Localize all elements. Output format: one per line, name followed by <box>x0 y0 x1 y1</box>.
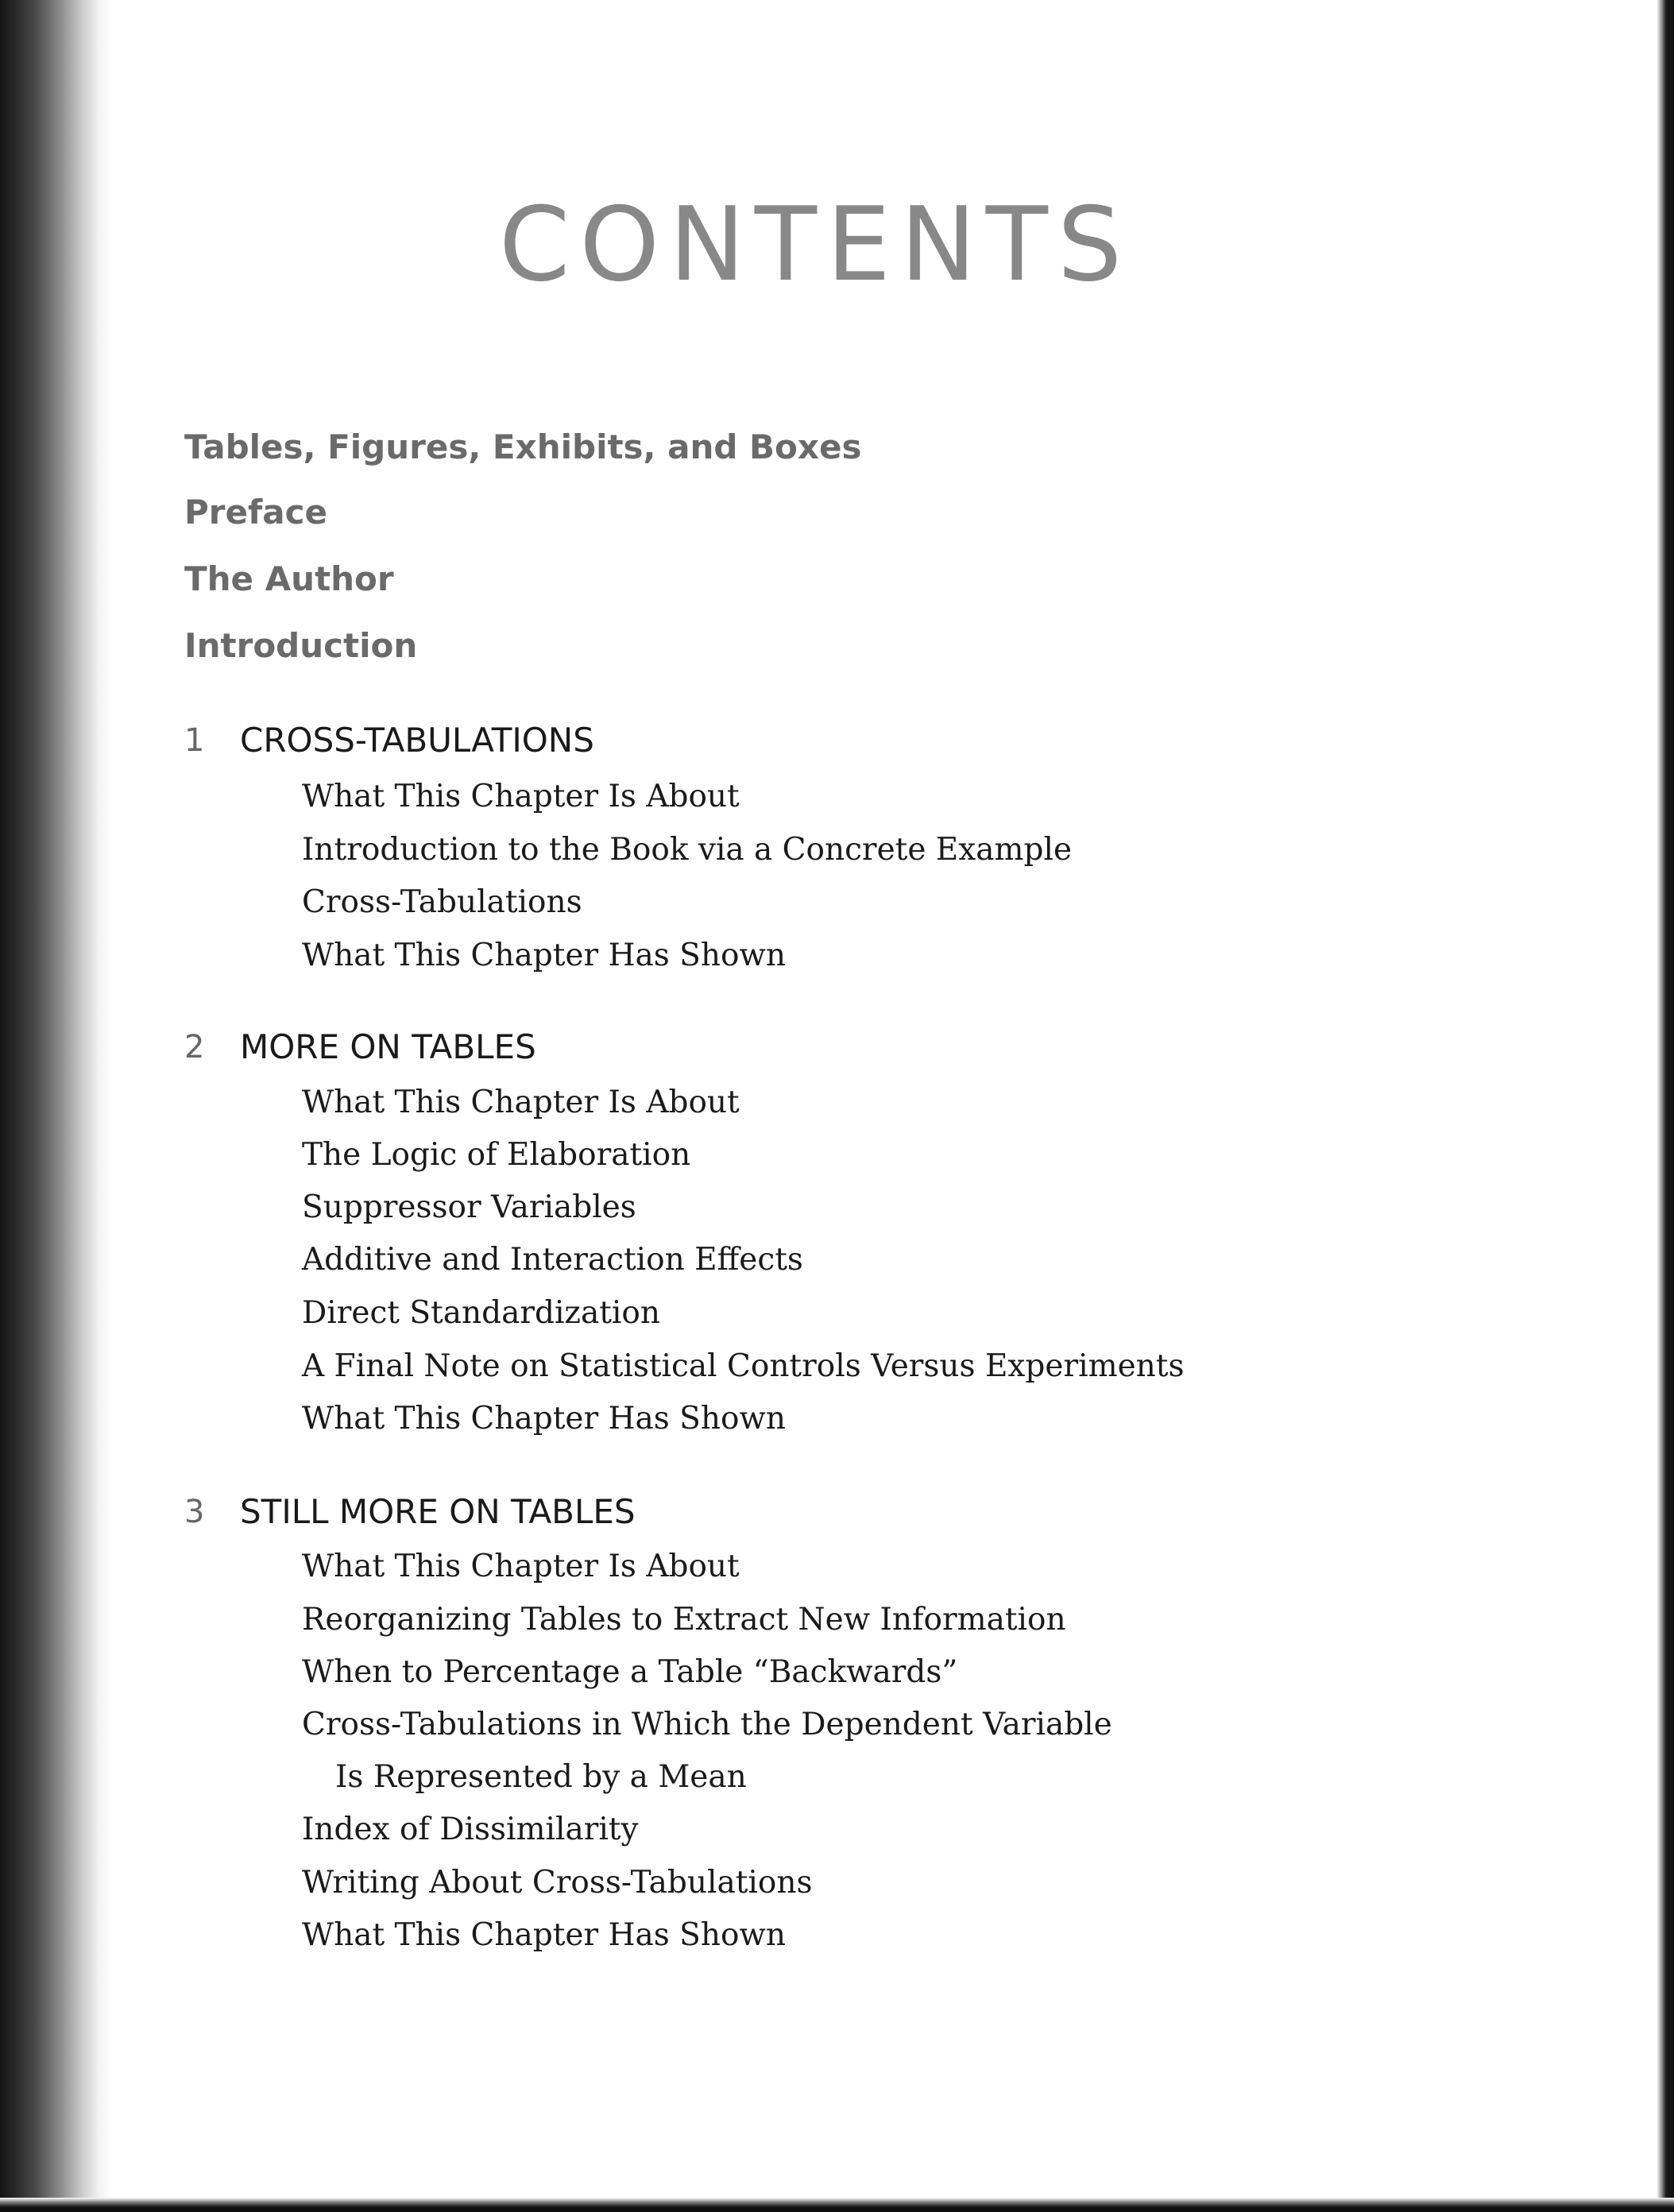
front-matter-label: Preface <box>184 493 327 532</box>
section-title: Index of Dissimilarity <box>302 1812 639 1847</box>
section-title: Reorganizing Tables to Extract New Information <box>302 1602 1066 1638</box>
section-title: Introduction to the Book via a Concrete Example <box>302 832 1073 868</box>
chapter-number: 1 <box>184 722 205 759</box>
chapter-title: STILL MORE ON TABLES <box>240 1492 636 1531</box>
section-title: Writing About Cross-Tabulations <box>302 1865 813 1901</box>
section-title: What This Chapter Is About <box>302 1085 740 1120</box>
front-matter-label: The Author <box>184 559 394 598</box>
front-matter-label: Introduction <box>184 626 418 665</box>
page-spine-shadow <box>0 0 111 2212</box>
front-matter-label: Tables, Figures, Exhibits, and Boxes <box>184 427 862 466</box>
section-title: Cross-Tabulations <box>302 884 582 920</box>
page-title: CONTENTS <box>499 186 1132 304</box>
chapter-title: CROSS-TABULATIONS <box>240 721 594 760</box>
chapter-title: MORE ON TABLES <box>240 1027 536 1066</box>
section-title: What This Chapter Has Shown <box>302 938 786 973</box>
section-title: Direct Standardization <box>302 1295 660 1331</box>
page-bottom-edge <box>0 2198 1674 2212</box>
section-title: A Final Note on Statistical Controls Versus Experiments <box>302 1348 1185 1384</box>
section-title: When to Percentage a Table “Backwards” <box>302 1654 958 1690</box>
section-title: What This Chapter Is About <box>302 1549 740 1584</box>
section-title: What This Chapter Has Shown <box>302 1401 786 1437</box>
section-title: Cross-Tabulations in Which the Dependent Variable <box>302 1707 1112 1742</box>
section-title: The Logic of Elaboration <box>302 1137 691 1173</box>
section-title: Suppressor Variables <box>302 1189 636 1225</box>
section-title: Additive and Interaction Effects <box>302 1242 803 1278</box>
chapter-number: 3 <box>184 1494 205 1530</box>
page-right-edge <box>1657 0 1674 2212</box>
chapter-number: 2 <box>184 1029 205 1065</box>
section-title-continuation: Is Represented by a Mean <box>335 1759 747 1795</box>
section-title: What This Chapter Has Shown <box>302 1917 786 1953</box>
section-title: What This Chapter Is About <box>302 779 740 814</box>
